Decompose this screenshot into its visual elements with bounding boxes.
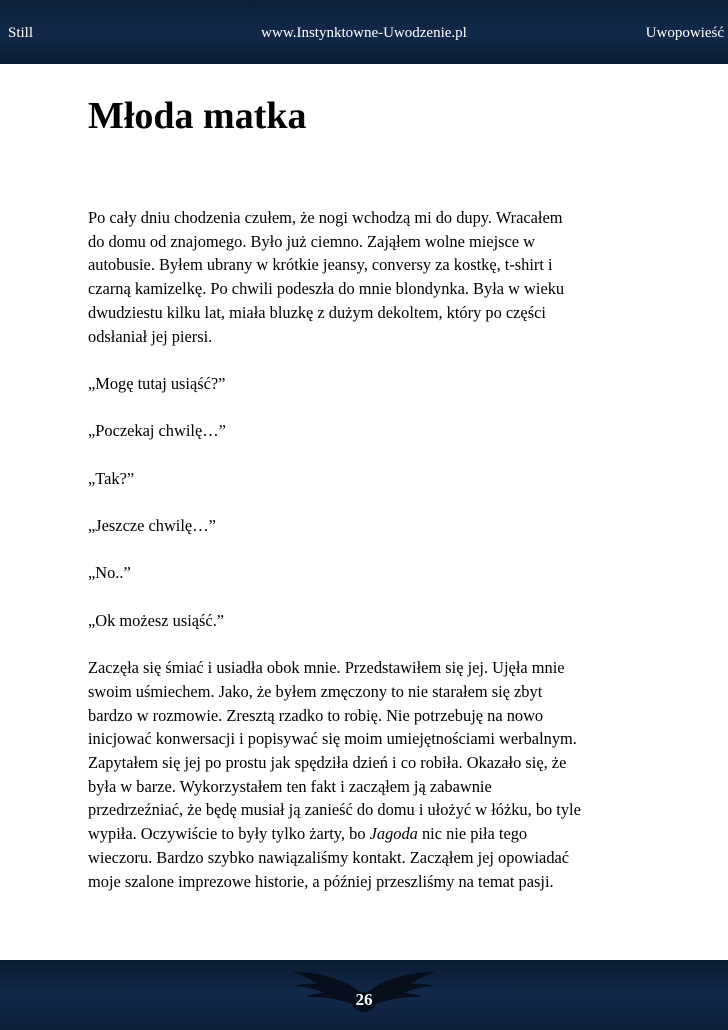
text-segment: wypiła. Oczywiście to były tylko żarty, bo: [88, 824, 370, 844]
text-line: Zaczęła się śmiać i usiadła obok mnie. Przedstawiłem się jej. Ujęła mnie: [88, 658, 565, 678]
page-number: 26: [355, 990, 373, 1009]
text-line: bardzo w rozmowie. Zresztą rzadko to robię. Nie potrzebuję na nowo: [88, 705, 544, 725]
text-line: Po cały dniu chodzenia czułem, że nogi wchodzą mi do dupy. Wracałem: [88, 208, 563, 227]
text-line: inicjować konwersacji i popisywać się moim umiejętnościami werbalnym.: [88, 729, 577, 749]
dialogue-line: „No..”: [88, 563, 131, 583]
page-header: [0, 0, 728, 64]
text-line: autobusie. Byłem ubrany w krótkie jeansy, conversy za kostkę, t-shirt i: [88, 255, 553, 275]
header-website: www.Instynktowne-Uwodzenie.pl: [261, 25, 467, 41]
dialogue-line: „Ok możesz usiąść.”: [88, 610, 225, 630]
chapter-title: Młoda matka: [88, 95, 307, 137]
dialogue-line: „Tak?”: [88, 468, 135, 488]
text-line: swoim uśmiechem. Jako, że byłem zmęczony to nie starałem się zbyt: [88, 681, 543, 701]
dialogue-line: „Poczekaj chwilę…”: [88, 421, 226, 441]
header-right-text: Uwopowieść: [645, 25, 724, 41]
text-line: czarną kamizelkę. Po chwili podeszła do mnie blondynka. Była w wieku: [88, 279, 565, 299]
emphasized-name: Jagoda: [369, 824, 418, 844]
chapter-body: [88, 206, 648, 917]
text-line: moje szalone imprezowe historie, a później przeszliśmy na temat pasji.: [88, 871, 554, 891]
text-line: wieczoru. Bardzo szybko nawiązaliśmy kontakt. Zacząłem jej opowiadać: [88, 847, 570, 867]
header-left-text: Still: [8, 25, 34, 41]
text-line: odsłaniał jej piersi.: [88, 326, 213, 346]
text-line: do domu od znajomego. Było już ciemno. Zająłem wolne miejsce w: [88, 231, 535, 251]
paragraph-main: [88, 656, 648, 893]
dialogue-line: „Jeszcze chwilę…”: [88, 516, 216, 536]
text-line-with-emphasis: [88, 822, 648, 846]
dialogue-line: „Mogę tutaj usiąść?”: [88, 373, 226, 393]
page-footer: [0, 960, 728, 1030]
text-line: przedrzeźniać, że będę musiał ją zanieść do domu i ułożyć w łóżku, bo tyle: [88, 800, 581, 820]
text-segment: nic nie piła tego: [417, 824, 528, 844]
paragraph-intro: [88, 206, 648, 348]
text-line: dwudziestu kilku lat, miała bluzkę z dużym dekoltem, który po części: [88, 302, 546, 322]
text-line: Zapytałem się jej po prostu jak spędziła dzień i co robiła. Okazało się, że: [88, 753, 567, 773]
text-line: była w barze. Wykorzystałem ten fakt i zacząłem ją zabawnie: [88, 776, 492, 796]
